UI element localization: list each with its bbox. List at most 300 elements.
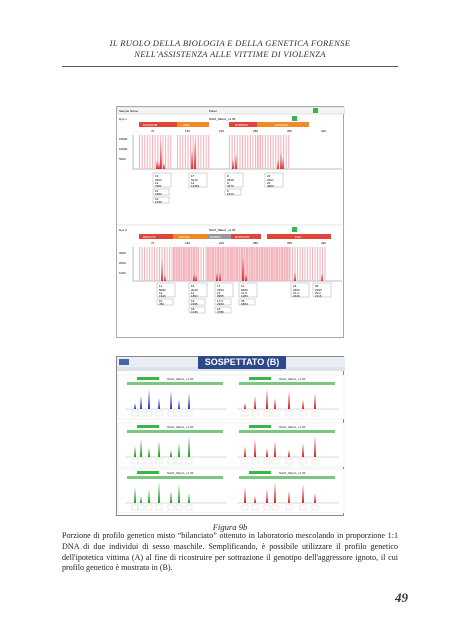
allele-bin: [147, 135, 148, 169]
allele-call-box: [176, 505, 182, 510]
allele-bin: [228, 247, 229, 281]
allele-bin: [157, 247, 158, 281]
allele-bin: [302, 247, 303, 281]
allele-bin: [292, 247, 293, 281]
locus-name: D16S539: [235, 123, 248, 127]
allele-bin: [271, 247, 272, 281]
allele-bin: [172, 247, 173, 281]
allele-height: 5212: [191, 178, 198, 182]
allele-bin: [255, 247, 256, 281]
allele-height: 1943: [159, 294, 166, 298]
allele-bin: [149, 135, 150, 169]
allele-bin: [267, 135, 268, 169]
allele-label: 12: [155, 181, 159, 185]
allele-bin: [265, 135, 266, 169]
allele-bin: [284, 247, 285, 281]
allele-bin: [139, 135, 140, 169]
allele-call-box: [138, 459, 144, 464]
allele-bin: [287, 247, 288, 281]
allele-call-box: [156, 459, 162, 464]
locus-bar-1: [139, 122, 309, 127]
allele-bin: [251, 247, 252, 281]
allele-call-box: [156, 505, 162, 510]
allele-calls-1: [153, 173, 283, 204]
allele-bin: [147, 247, 148, 281]
allele-bin: [173, 247, 174, 281]
allele-bin: [176, 247, 177, 281]
allele-label: 17: [217, 284, 221, 288]
peak: [161, 259, 163, 281]
allele-height: 13361: [191, 184, 200, 188]
allele-bin: [240, 247, 241, 281]
allele-bin: [317, 247, 318, 281]
allele-bin: [275, 247, 276, 281]
allele-call-box: [168, 411, 174, 416]
x-axis-ticks-2: [151, 241, 326, 245]
allele-bin: [279, 247, 280, 281]
allele-call-box: [272, 505, 278, 510]
allele-call-box: [312, 459, 318, 464]
tick-label: 70: [151, 241, 155, 245]
allele-bin: [159, 247, 160, 281]
running-header-line1: IL RUOLO DELLA BIOLOGIA E DELLA GENETICA FORENSE: [109, 38, 351, 48]
allele-label: 14: [191, 299, 195, 303]
allele-bin: [254, 247, 255, 281]
allele-bin: [234, 247, 235, 281]
dye1-label: Dye 1: [119, 117, 127, 121]
allele-bin: [192, 247, 193, 281]
allele-call-box: [132, 459, 138, 464]
tick-label: 3000: [119, 251, 126, 255]
allele-call-box: [146, 411, 152, 416]
allele-bin: [188, 247, 189, 281]
allele-call-box: [272, 459, 278, 464]
panel-b-strips: [118, 375, 344, 513]
allele-height: 1884: [241, 302, 248, 306]
peak: [280, 151, 282, 169]
allele-label: 21.2: [293, 291, 299, 295]
allele-bin: [218, 247, 219, 281]
allele-bin: [277, 247, 278, 281]
allele-bin: [167, 247, 168, 281]
tick-label: 2000: [119, 261, 126, 265]
tick-label: 70: [151, 129, 155, 133]
allele-bin: [320, 247, 321, 281]
allele-call-box: [286, 411, 292, 416]
allele-height: 2563: [293, 288, 300, 292]
running-header-line2: NELL'ASSISTENZA ALLE VITTIME DI VIOLENZA: [134, 49, 326, 59]
allele-bin: [252, 247, 253, 281]
allele-bin: [272, 247, 273, 281]
figure-9b: [116, 106, 344, 516]
tick-label: 420: [321, 241, 327, 245]
allele-height: 2254: [217, 288, 224, 292]
allele-bin: [267, 247, 268, 281]
allele-bin: [206, 135, 207, 169]
allele-bin: [247, 135, 248, 169]
allele-call-box: [242, 459, 248, 464]
allele-bin: [232, 247, 233, 281]
allele-label: 15: [155, 189, 159, 193]
allele-bin: [249, 247, 250, 281]
allele-bin: [315, 247, 316, 281]
allele-call-box: [168, 459, 174, 464]
allele-label: 23: [267, 181, 271, 185]
allele-bin: [198, 135, 199, 169]
tick-label: 140: [185, 129, 191, 133]
tick-label: 350: [287, 241, 293, 245]
allele-bin: [276, 247, 277, 281]
electropherogram-a-svg: [117, 107, 345, 339]
allele-bin: [229, 135, 230, 169]
allele-label: 11: [159, 284, 163, 288]
allele-bin: [144, 135, 145, 169]
kit-label: NGM_SElect_v1.05: [167, 377, 194, 381]
allele-bin: [165, 135, 166, 169]
allele-bin: [155, 135, 156, 169]
locus-name: vWA: [183, 123, 190, 127]
allele-bin: [210, 247, 211, 281]
allele-label: 11: [241, 284, 245, 288]
allele-height: 2818: [227, 178, 234, 182]
peaks-dye1: [156, 139, 284, 169]
allele-label: 36: [315, 284, 319, 288]
allele-bin: [235, 247, 236, 281]
allele-bin: [201, 247, 202, 281]
allele-bin: [215, 247, 216, 281]
tick-label: 140: [185, 241, 191, 245]
allele-bin: [236, 247, 237, 281]
kit-label: NGM_SElect_v1.05: [279, 377, 306, 381]
allele-height: 1239: [191, 310, 198, 314]
allele-height: 2384: [217, 302, 224, 306]
allele-call-box: [312, 411, 318, 416]
allele-height: 2010: [191, 288, 198, 292]
allele-call-box: [300, 505, 306, 510]
allele-bin: [305, 247, 306, 281]
locus-label: [137, 425, 159, 428]
tick-label: 5000: [119, 157, 126, 161]
allele-call-box: [176, 411, 182, 416]
allele-call-box: [252, 459, 258, 464]
peak: [158, 162, 160, 169]
allele-bin: [257, 135, 258, 169]
allele-bin: [184, 247, 185, 281]
allele-bin: [180, 135, 181, 169]
allele-bin: [245, 247, 246, 281]
suspect-banner: SOSPETTATO (B): [198, 356, 286, 369]
allele-bin: [274, 247, 275, 281]
allele-bin: [290, 247, 291, 281]
allele-bin: [273, 135, 274, 169]
allele-bin: [270, 135, 271, 169]
allele-bin: [230, 247, 231, 281]
allele-label: 17.3: [217, 299, 223, 303]
page-number: 49: [395, 590, 408, 605]
kit-label-2: NGM_SElect_v1.05: [209, 228, 236, 232]
allele-height: 2624: [155, 178, 162, 182]
allele-call-box: [146, 459, 152, 464]
allele-bin: [239, 135, 240, 169]
allele-bin: [179, 247, 180, 281]
locus-name: D22S1045: [235, 235, 250, 239]
allele-bin: [261, 247, 262, 281]
allele-calls-2: [157, 283, 331, 314]
allele-bin: [262, 135, 263, 169]
allele-bin: [185, 135, 186, 169]
allele-bin: [239, 247, 240, 281]
locus-name: D21S11: [179, 235, 190, 239]
allele-call-box: [264, 411, 270, 416]
allele-height: 4960: [267, 184, 274, 188]
allele-bin: [312, 247, 313, 281]
allele-label: 23: [267, 174, 271, 178]
allele-bin: [186, 247, 187, 281]
allele-bin: [286, 247, 287, 281]
allele-bin: [191, 247, 192, 281]
allele-bin: [255, 135, 256, 169]
allele-bin: [206, 247, 207, 281]
allele-bin: [221, 247, 222, 281]
allele-bin: [275, 135, 276, 169]
tick-label: 1000: [119, 271, 126, 275]
allele-bin: [281, 247, 282, 281]
allele-bin: [169, 247, 170, 281]
allele-bin: [177, 135, 178, 169]
allele-bin: [297, 247, 298, 281]
allele-label: 10: [159, 299, 163, 303]
allele-bin: [250, 247, 251, 281]
allele-label: 8: [227, 174, 229, 178]
allele-bin: [190, 135, 191, 169]
allele-bin: [262, 247, 263, 281]
tick-label: 15000: [119, 137, 128, 141]
allele-call-box: [168, 505, 174, 510]
allele-height: 3955: [217, 294, 224, 298]
allele-bin: [310, 247, 311, 281]
allele-height: 2349: [293, 294, 300, 298]
allele-label: 11.3: [241, 291, 247, 295]
allele-bin: [222, 247, 223, 281]
strip-1: [118, 375, 344, 419]
allele-bin: [149, 247, 150, 281]
allele-bin: [325, 247, 326, 281]
allele-call-box: [132, 411, 138, 416]
allele-label: 13: [217, 291, 221, 295]
allele-call-box: [138, 505, 144, 510]
allele-bin: [285, 247, 286, 281]
allele-bin: [177, 247, 178, 281]
allele-bin: [152, 135, 153, 169]
allele-bin: [270, 247, 271, 281]
allele-bin: [152, 247, 153, 281]
allele-bin: [260, 247, 261, 281]
allele-bin: [203, 247, 204, 281]
allele-bin: [213, 247, 214, 281]
locus-name: D2S1338: [275, 123, 288, 127]
allele-bin: [181, 247, 182, 281]
allele-bin: [211, 247, 212, 281]
allele-height: 1962: [155, 192, 162, 196]
allele-height: 8092: [159, 288, 166, 292]
allele-bin: [203, 135, 204, 169]
allele-label: 17: [191, 174, 195, 178]
allele-label: 9: [227, 189, 229, 193]
allele-bin: [264, 247, 265, 281]
allele-height: 1513: [227, 192, 234, 196]
allele-bin: [168, 135, 169, 169]
allele-label: 29.2: [315, 291, 321, 295]
allele-bin: [162, 135, 163, 169]
electropherogram-panel-b: [116, 356, 344, 516]
allele-bin: [212, 247, 213, 281]
peak: [235, 154, 237, 169]
locus-label: [249, 377, 271, 380]
allele-height: 1863: [191, 294, 198, 298]
allele-label: 12: [159, 291, 163, 295]
allele-call-box: [146, 505, 152, 510]
allele-height: 4379: [227, 184, 234, 188]
allele-call-box: [138, 411, 144, 416]
kit-label: NGM_SElect_v1.05: [167, 471, 194, 475]
tick-label: 280: [253, 241, 259, 245]
allele-bins-2: [139, 247, 326, 281]
allele-call-box: [176, 459, 182, 464]
allele-call-box: [312, 505, 318, 510]
allele-bin: [154, 247, 155, 281]
tick-label: 350: [287, 129, 293, 133]
allele-call-box: [186, 459, 192, 464]
allele-bin: [139, 247, 140, 281]
allele-label: 11: [191, 291, 195, 295]
allele-bin: [183, 247, 184, 281]
allele-call-box: [186, 411, 192, 416]
allele-bin: [260, 135, 261, 169]
allele-height: 350: [159, 302, 165, 306]
allele-call-box: [186, 505, 192, 510]
allele-label: 16: [155, 197, 159, 201]
allele-bin: [247, 247, 248, 281]
allele-bin: [198, 247, 199, 281]
allele-label: 16: [217, 307, 221, 311]
x-axis-ticks-1: [151, 129, 326, 133]
allele-call-box: [300, 411, 306, 416]
allele-bin: [223, 247, 224, 281]
header-rule: [62, 66, 398, 67]
allele-call-box: [272, 411, 278, 416]
allele-call-box: [264, 505, 270, 510]
allele-bin: [242, 135, 243, 169]
tick-label: 10000: [119, 147, 128, 151]
allele-height: 2116: [315, 294, 322, 298]
allele-bin: [282, 247, 283, 281]
allele-bin: [231, 247, 232, 281]
allele-label: 18: [191, 307, 195, 311]
allele-bin: [187, 135, 188, 169]
allele-bin: [234, 135, 235, 169]
allele-bin: [193, 135, 194, 169]
allele-call-box: [242, 411, 248, 416]
y-axis-ticks-1: [119, 137, 128, 161]
allele-bin: [269, 247, 270, 281]
allele-call-box: [300, 459, 306, 464]
allele-bin: [182, 247, 183, 281]
allele-call-box: [242, 505, 248, 510]
allele-bin: [207, 247, 208, 281]
allele-bin: [187, 247, 188, 281]
allele-bin: [288, 135, 289, 169]
allele-bin: [286, 135, 287, 169]
allele-bin: [216, 247, 217, 281]
allele-label: 14: [191, 181, 195, 185]
allele-bin: [300, 247, 301, 281]
allele-call-box: [286, 459, 292, 464]
panel-label: Panel: [209, 109, 217, 113]
allele-bin: [245, 135, 246, 169]
allele-bin: [197, 247, 198, 281]
allele-bin: [250, 135, 251, 169]
allele-bin: [257, 247, 258, 281]
locus-name: D18S51: [210, 235, 221, 239]
kit-label-1: NGM_SElect_v1.05: [209, 117, 236, 121]
allele-bin: [178, 247, 179, 281]
allele-label: 78: [241, 299, 245, 303]
allele-bin: [208, 135, 209, 169]
allele-call-box: [286, 505, 292, 510]
locus-label: [249, 471, 271, 474]
allele-bin: [225, 247, 226, 281]
allele-bin: [259, 247, 260, 281]
allele-bin: [265, 247, 266, 281]
tick-label: 420: [321, 129, 327, 133]
kit-label: NGM_SElect_v1.05: [167, 425, 194, 429]
peak: [294, 272, 296, 281]
allele-call-box: [252, 411, 258, 416]
locus-name: D10S1248: [143, 123, 158, 127]
allele-bin: [237, 247, 238, 281]
app-logo-icon: [119, 359, 129, 365]
locus-name: D8S1179: [143, 235, 156, 239]
allele-label: 18: [293, 284, 297, 288]
allele-bin: [170, 135, 171, 169]
kit-label: NGM_SElect_v1.05: [279, 425, 306, 429]
allele-label: 13: [155, 174, 159, 178]
allele-bin: [307, 247, 308, 281]
locus-label: [249, 425, 271, 428]
locus-name: FGA: [295, 235, 302, 239]
locus-label: [137, 377, 159, 380]
locus-label: [137, 471, 159, 474]
tick-label: 210: [219, 129, 225, 133]
allele-height: 1639: [155, 200, 162, 204]
allele-bin: [280, 247, 281, 281]
allele-bin: [142, 247, 143, 281]
allele-height: 1995: [191, 302, 198, 306]
strip-2: [118, 423, 344, 467]
allele-call-box: [156, 411, 162, 416]
figure-caption: Porzione di profilo genetico misto “bilanciato” ottenuto in laboratorio mescolando in proporzione 1:1 DNA di due individui di sesso maschile. Semplificando, è possibile utilizzare il profilo genetico dell'ipotetica vittima (A) al fine di ricostruire per sottrazione il genotipo dell'aggressore ignoto, il cui profilo genetico è mostrato in (B).: [62, 531, 398, 573]
allele-call-box: [132, 505, 138, 510]
allele-label: 9: [227, 181, 229, 185]
sample-name-label: Sample Name: [119, 109, 139, 113]
allele-bin: [144, 247, 145, 281]
allele-bin: [227, 247, 228, 281]
allele-bin: [174, 247, 175, 281]
electropherogram-panel-a: [116, 106, 344, 338]
strip-3: [118, 469, 344, 513]
allele-bin: [142, 135, 143, 169]
allele-bin: [241, 247, 242, 281]
